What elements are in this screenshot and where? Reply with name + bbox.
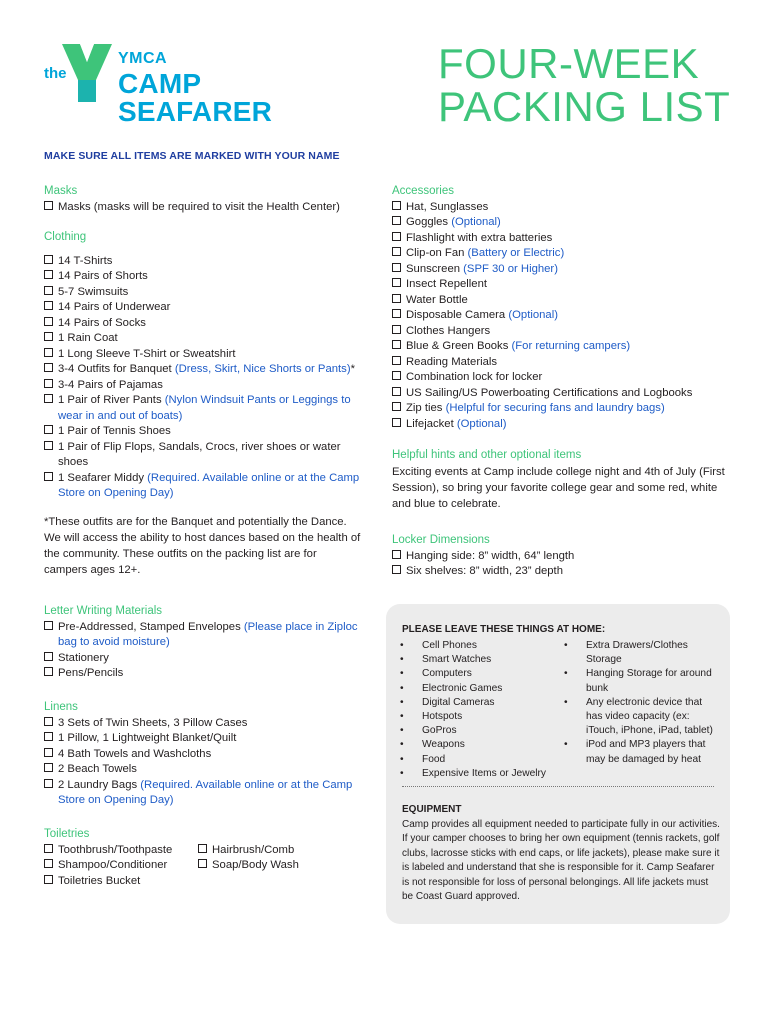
checklist-item xyxy=(392,231,732,247)
item-text: 14 Pairs of Socks xyxy=(58,316,146,329)
checklist-item xyxy=(44,200,364,216)
section-heading: Toiletries xyxy=(44,828,90,840)
checkbox-icon[interactable] xyxy=(392,387,401,396)
checkbox-icon[interactable] xyxy=(44,201,53,210)
letters-section xyxy=(44,604,364,682)
leave-home-heading: PLEASE LEAVE THESE THINGS AT HOME: xyxy=(402,624,606,635)
item-note: (For returning campers) xyxy=(511,340,631,352)
checklist-item xyxy=(44,762,364,778)
checklist-item xyxy=(44,393,366,424)
item-text: 14 T-Shirts xyxy=(58,254,113,267)
linens-section xyxy=(44,700,364,809)
item-note: (Required. Available online or at the Camp Store on Opening Day) xyxy=(58,778,353,806)
item-text: Goggles xyxy=(406,216,452,228)
checklist-item xyxy=(392,339,732,355)
checklist-item xyxy=(44,378,366,394)
item-text: Clip-on Fan xyxy=(406,247,468,259)
item-text: 2 Laundry Bags xyxy=(58,778,141,791)
item-text: Insect Repellent xyxy=(406,278,488,290)
checklist-item xyxy=(392,215,732,231)
dotted-divider xyxy=(402,786,714,787)
checkbox-icon[interactable] xyxy=(392,340,401,349)
checkbox-icon[interactable] xyxy=(44,875,53,884)
accessories-section xyxy=(392,184,732,432)
leave-home-list-1 xyxy=(400,639,560,781)
checkbox-icon[interactable] xyxy=(44,317,53,326)
item-text: 1 Seafarer Middy xyxy=(58,471,148,484)
bullet-item: • Cell Phones xyxy=(400,639,560,653)
checkbox-icon[interactable] xyxy=(44,717,53,726)
checklist-item xyxy=(392,277,732,293)
item-text: Toiletries Bucket xyxy=(58,874,141,887)
checkbox-icon[interactable] xyxy=(392,550,401,559)
item-text: Combination lock for locker xyxy=(406,371,543,383)
bullet-item: • Smart Watches xyxy=(400,653,560,667)
checklist-item xyxy=(44,300,366,316)
item-text: 3-4 Outfits for Banquet xyxy=(58,363,175,375)
checklist-item xyxy=(44,716,364,732)
checkbox-icon[interactable] xyxy=(392,278,401,287)
checkbox-icon[interactable] xyxy=(392,325,401,334)
toiletries-section xyxy=(44,827,364,891)
checklist-item xyxy=(392,246,732,262)
bullet-item: • iPod and MP3 players that may be damaged by heat xyxy=(564,738,716,766)
item-note: (Optional) xyxy=(456,417,507,430)
title-line-2: PACKING LIST xyxy=(438,83,731,130)
item-text: 1 Pair of River Pants xyxy=(58,394,165,406)
checkbox-icon[interactable] xyxy=(198,844,207,853)
checklist-item xyxy=(392,293,732,309)
toiletries-list-2 xyxy=(198,843,299,874)
item-text: Hairbrush/Comb xyxy=(212,843,295,856)
checkbox-icon[interactable] xyxy=(44,748,53,757)
checkbox-icon[interactable] xyxy=(392,247,401,256)
bullet-item: • Computers xyxy=(400,667,560,681)
checkbox-icon[interactable] xyxy=(44,332,53,341)
checklist-item xyxy=(392,386,732,402)
item-text: 1 Pillow, 1 Lightweight Blanket/Quilt xyxy=(58,732,237,744)
item-text: Hanging side: 8” width, 64” length xyxy=(406,549,575,562)
item-text: Clothes Hangers xyxy=(406,324,491,337)
item-text: 14 Pairs of Shorts xyxy=(58,270,148,282)
checklist-item xyxy=(392,355,732,371)
checklist-item xyxy=(44,620,364,651)
item-note: (Battery or Electric) xyxy=(467,247,565,259)
checklist-item xyxy=(392,549,732,565)
checkbox-icon[interactable] xyxy=(44,348,53,357)
bullet-item: • Food xyxy=(400,753,560,767)
item-suffix: * xyxy=(350,363,355,375)
item-text: Hat, Sunglasses xyxy=(406,200,489,213)
item-text: Disposable Camera xyxy=(406,309,509,321)
locker-section xyxy=(392,533,732,580)
checkbox-icon[interactable] xyxy=(392,418,401,427)
item-note: (Please place in Ziploc bag to avoid moisture) xyxy=(58,620,358,648)
item-text: Reading Materials xyxy=(406,355,498,368)
checkbox-icon[interactable] xyxy=(198,859,207,868)
checklist-item xyxy=(44,651,364,667)
checkbox-icon[interactable] xyxy=(44,621,53,630)
checklist-item xyxy=(198,858,299,874)
checkbox-icon[interactable] xyxy=(44,286,53,295)
checkbox-icon[interactable] xyxy=(44,472,53,481)
checkbox-icon[interactable] xyxy=(44,652,53,661)
checklist-item xyxy=(44,731,364,747)
checkbox-icon[interactable] xyxy=(392,565,401,574)
item-text: Pens/Pencils xyxy=(58,667,124,679)
checklist-item xyxy=(44,471,366,502)
name-notice: MAKE SURE ALL ITEMS ARE MARKED WITH YOUR NAME xyxy=(44,150,340,162)
checklist-item xyxy=(44,316,366,332)
item-text: 3 Sets of Twin Sheets, 3 Pillow Cases xyxy=(58,716,248,729)
checklist-item xyxy=(392,308,732,324)
page-title xyxy=(438,42,738,128)
logo-camp-name: CAMP SEAFARER xyxy=(118,68,273,127)
item-text: 4 Bath Towels and Washcloths xyxy=(58,747,212,760)
bullet-item: • GoPros xyxy=(400,724,560,738)
item-text: Blue & Green Books xyxy=(406,340,512,352)
item-text: US Sailing/US Powerboating Certifications and Logbooks xyxy=(406,386,693,399)
checkbox-icon[interactable] xyxy=(392,263,401,272)
item-text: 1 Pair of Tennis Shoes xyxy=(58,425,171,437)
checklist-item xyxy=(44,347,366,363)
toiletries-list-1 xyxy=(44,843,172,890)
checkbox-icon[interactable] xyxy=(44,379,53,388)
letters-list xyxy=(44,620,364,682)
bullet-item: • Digital Cameras xyxy=(400,696,560,710)
checkbox-icon[interactable] xyxy=(44,732,53,741)
logo-org: YMCA xyxy=(118,50,168,67)
equipment-heading: EQUIPMENT xyxy=(402,804,462,815)
item-text: Flashlight with extra batteries xyxy=(406,231,553,244)
item-text: 1 Rain Coat xyxy=(58,332,118,344)
checklist-item xyxy=(44,666,364,682)
section-heading: Helpful hints and other optional items xyxy=(392,449,582,461)
checklist-item xyxy=(44,362,366,378)
item-text: Zip ties xyxy=(406,402,446,414)
item-text: 14 Pairs of Underwear xyxy=(58,301,171,313)
banquet-footnote: *These outfits are for the Banquet and potentially the Dance. We will access the ability to host dances based on the health of the community. These outfits on the packing list are for campers ages 12+. xyxy=(44,516,361,576)
camp-logo xyxy=(44,42,344,127)
section-heading: Accessories xyxy=(392,185,454,197)
bullet-item: • Expensive Items or Jewelry xyxy=(400,767,560,781)
section-heading: Masks xyxy=(44,185,78,197)
checkbox-icon[interactable] xyxy=(392,371,401,380)
item-text: Soap/Body Wash xyxy=(212,859,299,871)
ymca-y-logo-icon xyxy=(56,42,118,104)
equipment-text: Camp provides all equipment needed to participate fully in our activities. If your camper chooses to bring her own equipment (tennis rackets, golf clubs, lacrosse sticks with end caps, or life jackets), please make sure it is labeled and understand that she is responsible for it. Camp Seafarer is not responsible for loss of personal belongings. All life jackets must be Coast Guard approved. xyxy=(402,819,720,903)
checklist-item xyxy=(392,370,732,386)
checklist-item xyxy=(44,285,366,301)
item-text: 1 Pair of Flip Flops, Sandals, Crocs, river shoes or water shoes xyxy=(58,440,341,468)
item-text: 3-4 Pairs of Pajamas xyxy=(58,378,163,391)
item-note: (Optional) xyxy=(451,216,501,228)
locker-list xyxy=(392,549,732,580)
item-text: 2 Beach Towels xyxy=(58,763,137,775)
checklist-item xyxy=(392,564,732,580)
checklist-item xyxy=(44,747,364,763)
item-text: Sunscreen xyxy=(406,262,464,275)
checklist-item xyxy=(392,417,732,433)
item-text: Water Bottle xyxy=(406,293,468,306)
checkbox-icon[interactable] xyxy=(44,363,53,372)
clothing-section xyxy=(44,230,366,502)
item-text: Toothbrush/Toothpaste xyxy=(58,843,173,856)
section-heading: Linens xyxy=(44,701,78,713)
bullet-item: • Weapons xyxy=(400,738,560,752)
checklist-item xyxy=(44,874,172,890)
checkbox-icon[interactable] xyxy=(44,394,53,403)
checkbox-icon[interactable] xyxy=(44,270,53,279)
checklist-item xyxy=(44,843,172,859)
item-note: (Dress, Skirt, Nice Shorts or Pants) xyxy=(174,363,351,375)
checkbox-icon[interactable] xyxy=(392,294,401,303)
checklist-item xyxy=(392,401,732,417)
item-text: Shampoo/Conditioner xyxy=(58,859,168,871)
checklist-item xyxy=(44,440,366,471)
item-text: 1 Long Sleeve T-Shirt or Sweatshirt xyxy=(58,347,236,360)
checklist-item xyxy=(44,331,366,347)
checkbox-icon[interactable] xyxy=(44,763,53,772)
section-heading: Clothing xyxy=(44,231,87,243)
linens-list xyxy=(44,716,364,809)
checklist-item xyxy=(44,424,366,440)
leave-home-list-2 xyxy=(564,639,716,767)
section-heading: Locker Dimensions xyxy=(392,534,490,546)
hints-section xyxy=(392,448,734,512)
item-text: Lifejacket xyxy=(406,417,457,430)
checklist-item xyxy=(44,858,172,874)
item-note: (Nylon Windsuit Pants or Leggings to wear in and out of boats) xyxy=(58,394,351,422)
masks-list xyxy=(44,200,364,216)
bullet-item: • Extra Drawers/Clothes Storage xyxy=(564,639,716,667)
checklist-item xyxy=(392,200,732,216)
checkbox-icon[interactable] xyxy=(392,232,401,241)
item-note: (Helpful for securing fans and laundry bags) xyxy=(445,402,665,414)
hints-text: Exciting events at Camp include college night and 4th of July (First Session), so bring your favorite college gear and some red, white and blue to celebrate. xyxy=(392,465,725,510)
item-text: Six shelves: 8” width, 23” depth xyxy=(406,565,563,577)
bullet-item: • Hanging Storage for around bunk xyxy=(564,667,716,695)
checkbox-icon[interactable] xyxy=(44,255,53,264)
checkbox-icon[interactable] xyxy=(44,667,53,676)
logo-prefix: the xyxy=(44,65,67,82)
checkbox-icon[interactable] xyxy=(44,301,53,310)
checkbox-icon[interactable] xyxy=(44,844,53,853)
checklist-item xyxy=(44,778,364,809)
checkbox-icon[interactable] xyxy=(392,356,401,365)
checkbox-icon[interactable] xyxy=(392,309,401,318)
bullet-item: • Electronic Games xyxy=(400,682,560,696)
section-heading: Letter Writing Materials xyxy=(44,605,163,617)
checkbox-icon[interactable] xyxy=(392,201,401,210)
checklist-item xyxy=(44,269,366,285)
checkbox-icon[interactable] xyxy=(44,859,53,868)
bullet-item: • Hotspots xyxy=(400,710,560,724)
checklist-item xyxy=(392,262,732,278)
title-line-1: FOUR-WEEK xyxy=(438,40,700,87)
bullet-item: • Any electronic device that has video capacity (ex: iTouch, iPhone, iPad, tablet) xyxy=(564,696,716,739)
item-text: Pre-Addressed, Stamped Envelopes xyxy=(58,620,244,633)
checkbox-icon[interactable] xyxy=(44,779,53,788)
checklist-item xyxy=(44,254,366,270)
item-text: 5-7 Swimsuits xyxy=(58,285,129,298)
item-note: (Optional) xyxy=(508,309,558,321)
accessories-list xyxy=(392,200,732,433)
checklist-item xyxy=(392,324,732,340)
masks-section xyxy=(44,184,364,215)
item-text: Masks (masks will be required to visit the Health Center) xyxy=(58,200,340,213)
item-text: Stationery xyxy=(58,651,109,664)
item-note: (Required. Available online or at the Camp Store on Opening Day) xyxy=(58,471,360,499)
checkbox-icon[interactable] xyxy=(44,441,53,450)
checkbox-icon[interactable] xyxy=(392,216,401,225)
checkbox-icon[interactable] xyxy=(392,402,401,411)
checklist-item xyxy=(198,843,299,859)
clothing-list xyxy=(44,254,366,502)
checkbox-icon[interactable] xyxy=(44,425,53,434)
item-note: (SPF 30 or Higher) xyxy=(463,262,558,275)
